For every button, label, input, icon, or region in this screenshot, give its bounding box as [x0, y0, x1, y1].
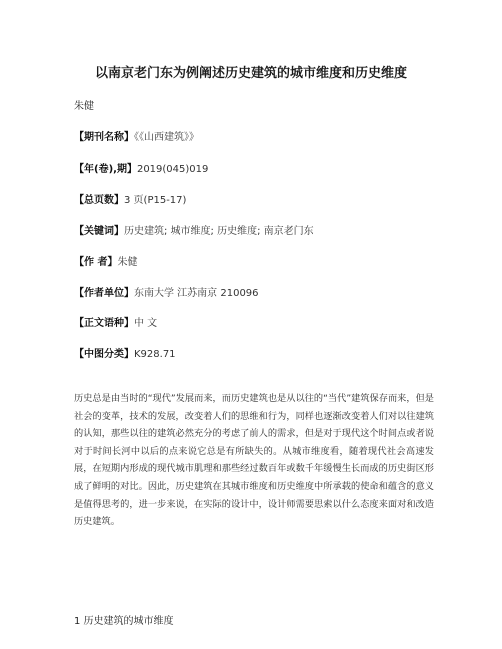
meta-label: 【关键词】 — [74, 226, 124, 237]
meta-label: 【总页数】 — [74, 195, 124, 206]
meta-label: 【正文语种】 — [74, 318, 134, 329]
meta-volume — [74, 160, 208, 175]
meta-pages — [74, 191, 186, 206]
meta-label: 【作 者】 — [74, 257, 118, 268]
meta-value: 3 页(P15-17) — [124, 195, 187, 206]
meta-value: K928.71 — [134, 349, 176, 360]
document-title: 以南京老门东为例阐述历史建筑的城市维度和历史维度 — [94, 66, 407, 81]
meta-keywords — [74, 222, 314, 237]
meta-label: 【年(卷),期】 — [74, 164, 137, 175]
meta-affiliation — [74, 284, 259, 299]
meta-language — [74, 314, 157, 329]
meta-value: 《《山西建筑》》 — [134, 132, 199, 143]
author-line: 朱健 — [74, 101, 94, 112]
meta-label: 【中图分类】 — [74, 349, 134, 360]
meta-value: 东南大学 江苏南京 210096 — [134, 288, 259, 299]
meta-classification — [74, 345, 176, 360]
meta-label: 【期刊名称】 — [74, 132, 134, 143]
meta-journal — [74, 128, 199, 143]
meta-label: 【作者单位】 — [74, 288, 134, 299]
meta-value: 2019(045)019 — [136, 164, 209, 175]
abstract-paragraph: 历史总是由当时的“现代”发展而来，而历史建筑也是从以往的“当代”建筑保存而来，但是社会的变革，技术的发展，改变着人们的思维和行为，同样也逐渐改变着人们对以往建筑的认知，那些以往的建筑必然充分的考虑了前人的需求，但是对于现代这个时间点或者说对于时间长河中以后的点来说它总是有所缺失的。从城市维度看，随着现代社会高速发展，在短期内形成的现代城市肌理和那些经过数百年或数千年缓慢生长而成的历史街区形成了鲜明的对比。因此，历史建筑在其城市维度和历史维度中所承载的使命和蕴含的意义是值得思考的，进一步来说，在实际的设计中，设计师需要思索以什么态度来面对和改造历史建筑。 — [74, 393, 434, 528]
meta-value: 朱健 — [117, 257, 138, 268]
section-heading: 1 历史建筑的城市维度 — [74, 616, 174, 627]
meta-value: 中 文 — [134, 318, 158, 329]
meta-author — [74, 253, 137, 268]
meta-value: 历史建筑; 城市维度; 历史维度; 南京老门东 — [124, 226, 314, 237]
